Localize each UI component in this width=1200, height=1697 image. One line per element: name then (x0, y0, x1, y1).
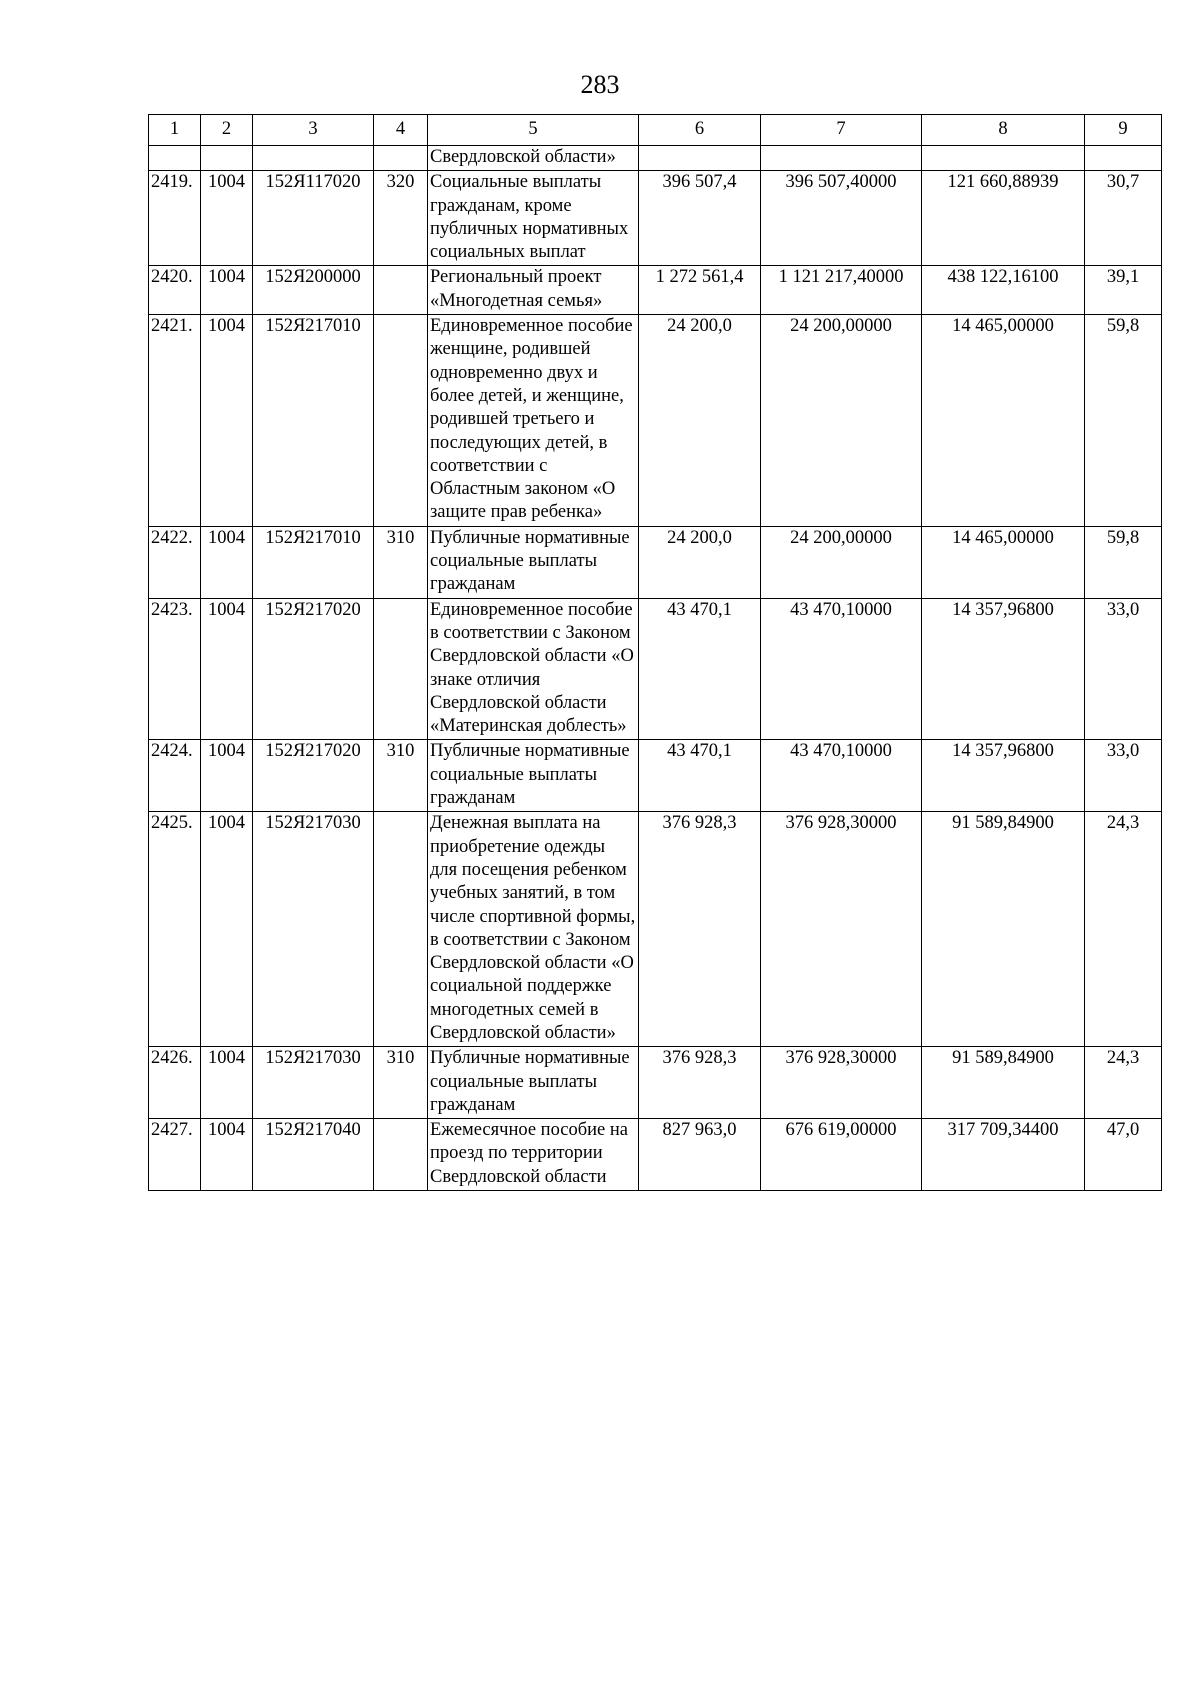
refined-amount: 24 200,00000 (761, 526, 922, 598)
item-name: Свердловской области» (428, 146, 639, 171)
execution-percent: 24,3 (1085, 1047, 1162, 1119)
table-row (149, 171, 1162, 266)
expense-type-code: 310 (374, 1047, 428, 1119)
refined-amount: 24 200,00000 (761, 315, 922, 527)
approved-amount: 376 928,3 (639, 812, 761, 1047)
table-row (149, 598, 1162, 740)
row-number: 2427. (149, 1119, 201, 1191)
header-cell: 8 (922, 115, 1085, 146)
row-number (149, 146, 201, 171)
row-number: 2424. (149, 740, 201, 812)
header-cell: 1 (149, 115, 201, 146)
refined-amount (761, 146, 922, 171)
target-article-code: 152Я200000 (253, 266, 374, 315)
row-number: 2422. (149, 526, 201, 598)
header-cell: 4 (374, 115, 428, 146)
execution-percent: 24,3 (1085, 812, 1162, 1047)
item-name: Публичные нормативные социальные выплаты гражданам (428, 1047, 639, 1119)
approved-amount: 24 200,0 (639, 526, 761, 598)
approved-amount: 43 470,1 (639, 598, 761, 740)
executed-amount (922, 146, 1085, 171)
refined-amount: 43 470,10000 (761, 740, 922, 812)
table-row (149, 740, 1162, 812)
section-code (201, 146, 253, 171)
execution-percent: 39,1 (1085, 266, 1162, 315)
section-code: 1004 (201, 1119, 253, 1191)
target-article-code: 152Я217020 (253, 740, 374, 812)
refined-amount: 43 470,10000 (761, 598, 922, 740)
expense-type-code: 320 (374, 171, 428, 266)
target-article-code: 152Я217030 (253, 812, 374, 1047)
section-code: 1004 (201, 598, 253, 740)
table-row (149, 812, 1162, 1047)
page-number: 283 (580, 70, 620, 99)
table-header (149, 115, 1162, 146)
execution-percent: 33,0 (1085, 740, 1162, 812)
execution-percent: 30,7 (1085, 171, 1162, 266)
target-article-code: 152Я217010 (253, 315, 374, 527)
executed-amount: 14 465,00000 (922, 315, 1085, 527)
target-article-code: 152Я217040 (253, 1119, 374, 1191)
table-row (149, 266, 1162, 315)
header-cell: 3 (253, 115, 374, 146)
approved-amount: 1 272 561,4 (639, 266, 761, 315)
approved-amount (639, 146, 761, 171)
header-row (149, 115, 1162, 146)
execution-percent: 59,8 (1085, 526, 1162, 598)
expense-type-code: 310 (374, 740, 428, 812)
section-code: 1004 (201, 266, 253, 315)
row-number: 2423. (149, 598, 201, 740)
item-name: Публичные нормативные социальные выплаты гражданам (428, 740, 639, 812)
approved-amount: 24 200,0 (639, 315, 761, 527)
row-number: 2419. (149, 171, 201, 266)
refined-amount: 376 928,30000 (761, 812, 922, 1047)
approved-amount: 827 963,0 (639, 1119, 761, 1191)
item-name: Единовременное пособие в соответствии с Законом Свердловской области «О знаке отличия Свердловской области «Материнская доблесть» (428, 598, 639, 740)
executed-amount: 14 357,96800 (922, 598, 1085, 740)
target-article-code: 152Я217010 (253, 526, 374, 598)
execution-percent (1085, 146, 1162, 171)
item-name: Социальные выплаты гражданам, кроме публичных нормативных социальных выплат (428, 171, 639, 266)
refined-amount: 676 619,00000 (761, 1119, 922, 1191)
item-name: Единовременное пособие женщине, родившей одновременно двух и более детей, и женщине, родившей третьего и последующих детей, в соответствии с Областным законом «О защите прав ребенка» (428, 315, 639, 527)
item-name: Денежная выплата на приобретение одежды для посещения ребенком учебных занятий, в том числе спортивной формы, в соответствии с Законом Свердловской области «О социальной поддержке многодетных семей в Свердловской области» (428, 812, 639, 1047)
table-row (149, 315, 1162, 527)
item-name: Публичные нормативные социальные выплаты гражданам (428, 526, 639, 598)
executed-amount: 91 589,84900 (922, 812, 1085, 1047)
expense-type-code: 310 (374, 526, 428, 598)
row-number: 2421. (149, 315, 201, 527)
target-article-code (253, 146, 374, 171)
refined-amount: 1 121 217,40000 (761, 266, 922, 315)
section-code: 1004 (201, 315, 253, 527)
table-body (149, 146, 1162, 1191)
execution-percent: 47,0 (1085, 1119, 1162, 1191)
header-cell: 7 (761, 115, 922, 146)
executed-amount: 121 660,88939 (922, 171, 1085, 266)
approved-amount: 396 507,4 (639, 171, 761, 266)
approved-amount: 376 928,3 (639, 1047, 761, 1119)
expense-type-code (374, 1119, 428, 1191)
item-name: Ежемесячное пособие на проезд по территории Свердловской области (428, 1119, 639, 1191)
execution-percent: 33,0 (1085, 598, 1162, 740)
expense-type-code (374, 266, 428, 315)
expense-type-code (374, 146, 428, 171)
table-row (149, 526, 1162, 598)
executed-amount: 438 122,16100 (922, 266, 1085, 315)
executed-amount: 91 589,84900 (922, 1047, 1085, 1119)
approved-amount: 43 470,1 (639, 740, 761, 812)
table-row (149, 1047, 1162, 1119)
table-row (149, 1119, 1162, 1191)
row-number: 2420. (149, 266, 201, 315)
refined-amount: 396 507,40000 (761, 171, 922, 266)
executed-amount: 14 357,96800 (922, 740, 1085, 812)
executed-amount: 317 709,34400 (922, 1119, 1085, 1191)
target-article-code: 152Я217030 (253, 1047, 374, 1119)
target-article-code: 152Я117020 (253, 171, 374, 266)
section-code: 1004 (201, 526, 253, 598)
header-cell: 6 (639, 115, 761, 146)
executed-amount: 14 465,00000 (922, 526, 1085, 598)
header-cell: 9 (1085, 115, 1162, 146)
execution-percent: 59,8 (1085, 315, 1162, 527)
budget-table (148, 114, 1162, 1191)
item-name: Региональный проект «Многодетная семья» (428, 266, 639, 315)
header-cell: 5 (428, 115, 639, 146)
table-row (149, 146, 1162, 171)
expense-type-code (374, 812, 428, 1047)
row-number: 2426. (149, 1047, 201, 1119)
header-cell: 2 (201, 115, 253, 146)
target-article-code: 152Я217020 (253, 598, 374, 740)
section-code: 1004 (201, 1047, 253, 1119)
expense-type-code (374, 315, 428, 527)
section-code: 1004 (201, 171, 253, 266)
section-code: 1004 (201, 740, 253, 812)
row-number: 2425. (149, 812, 201, 1047)
section-code: 1004 (201, 812, 253, 1047)
refined-amount: 376 928,30000 (761, 1047, 922, 1119)
expense-type-code (374, 598, 428, 740)
